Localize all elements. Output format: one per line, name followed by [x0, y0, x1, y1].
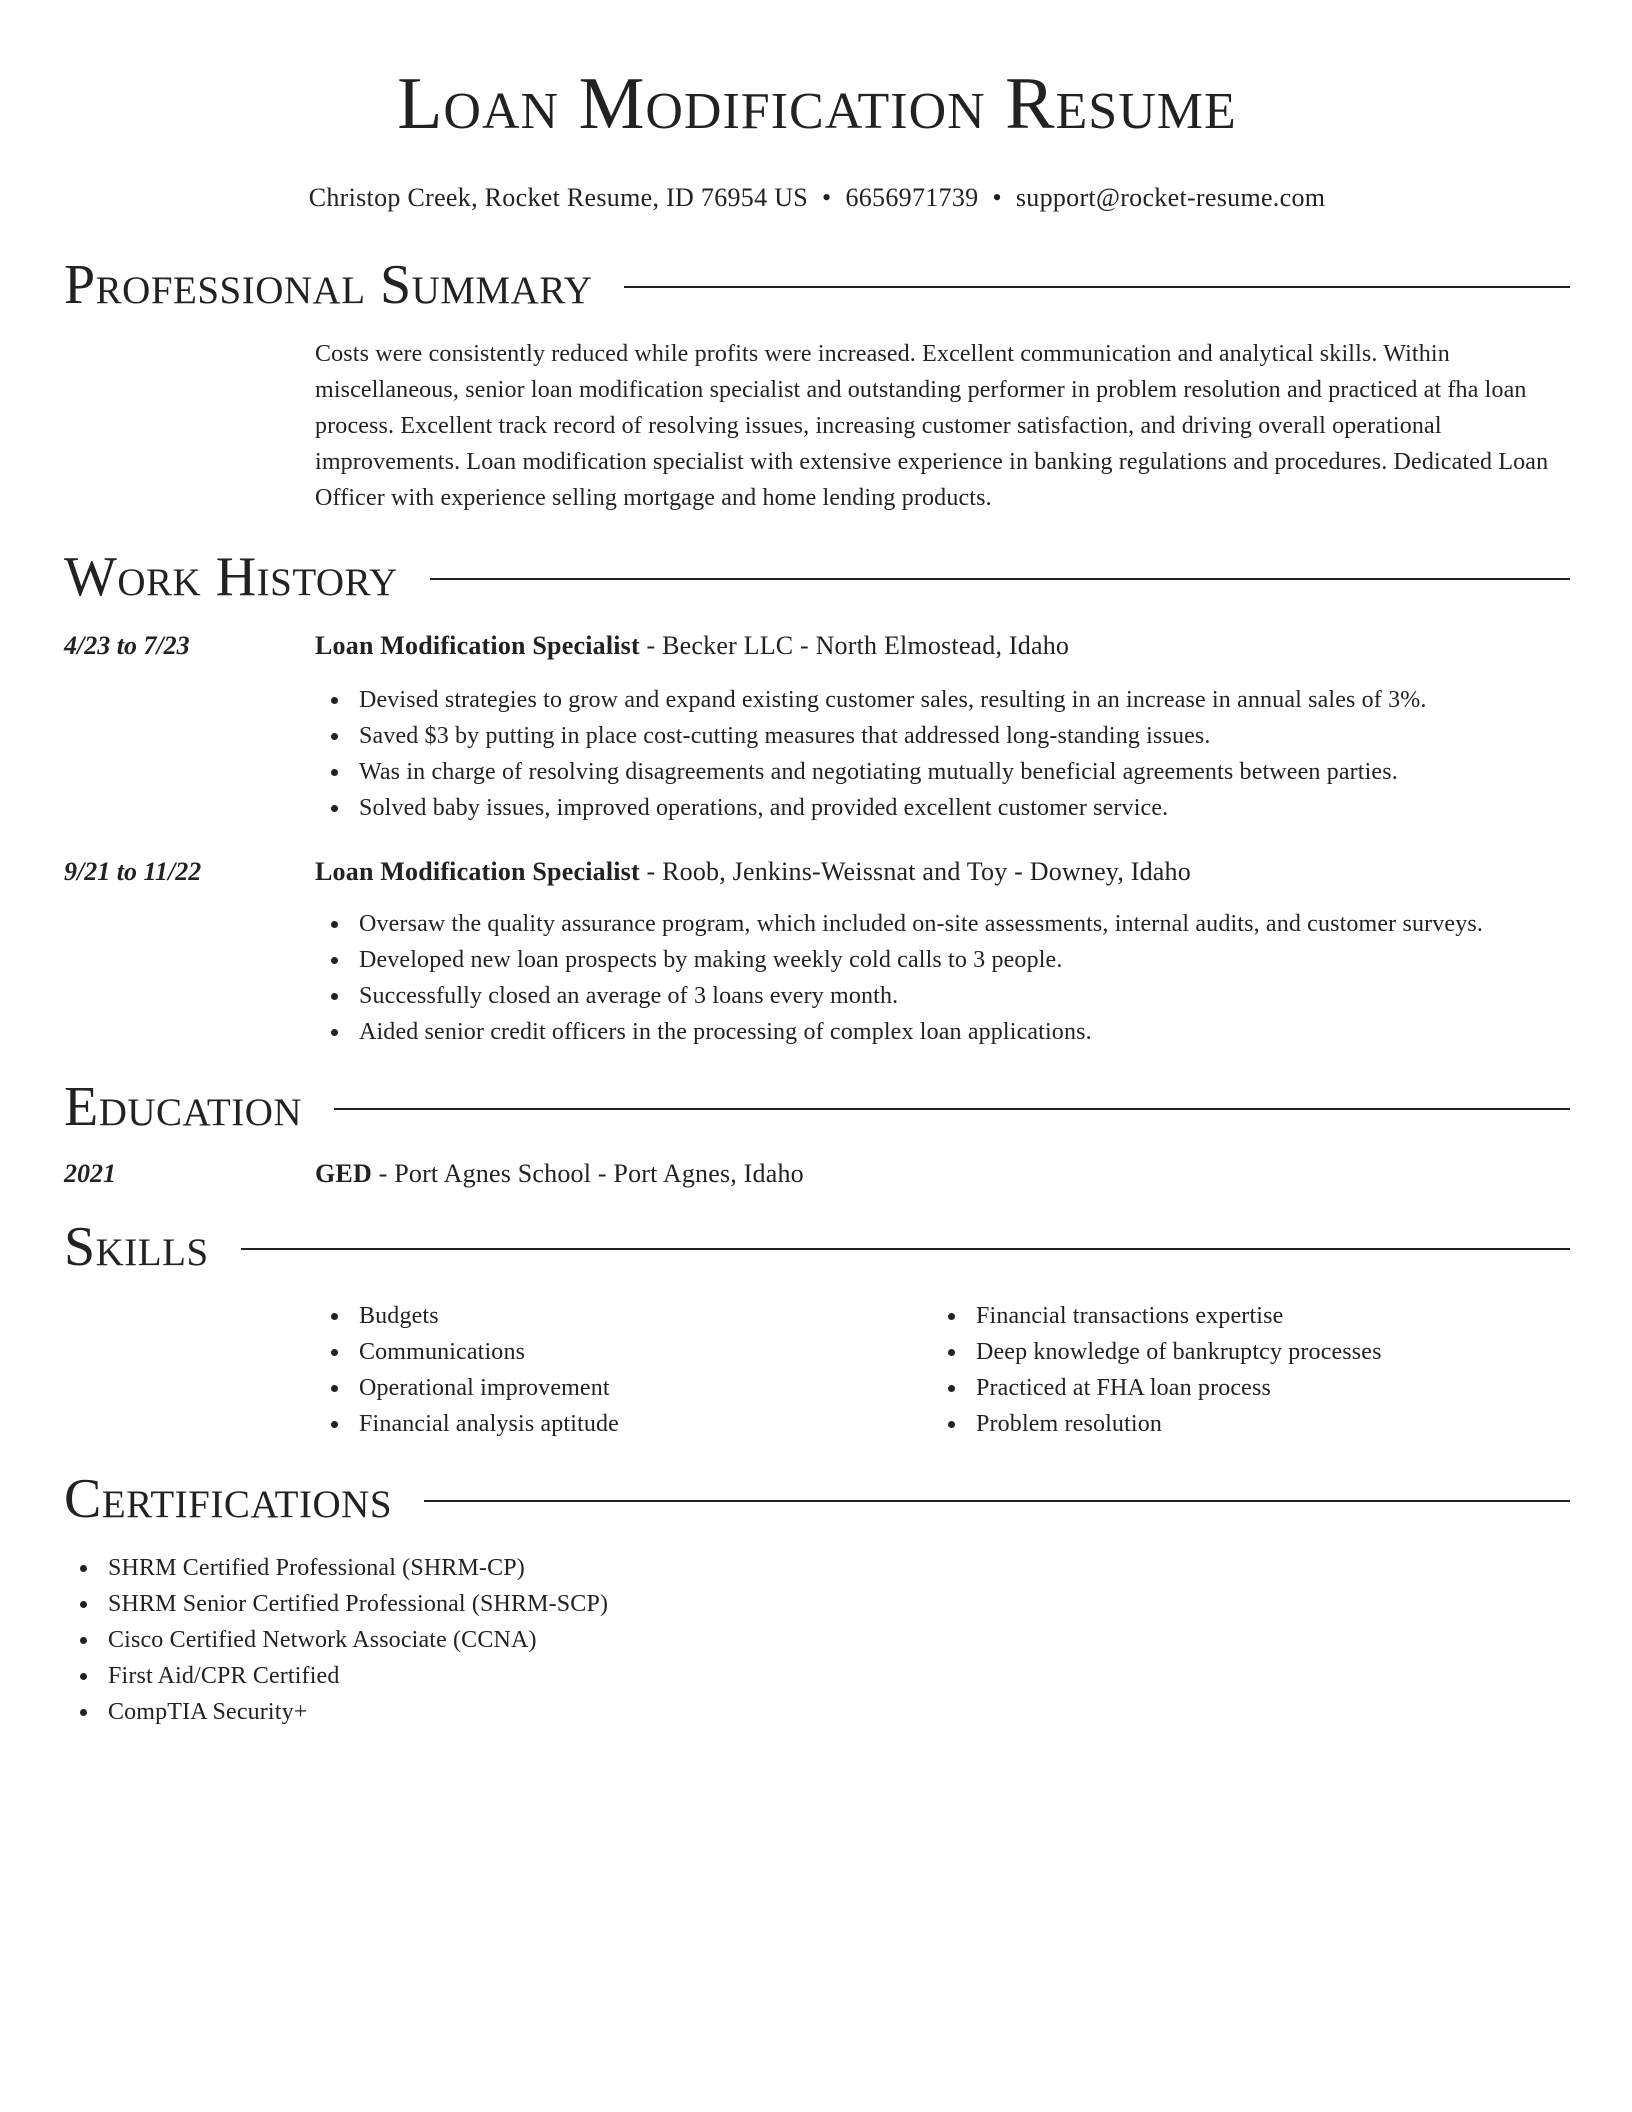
- section-header-certifications: [64, 1464, 1570, 1534]
- education-year: 2021: [64, 1159, 116, 1188]
- job-body: [315, 630, 1570, 826]
- job-bullet: Devised strategies to grow and expand existing customer sales, resulting in an increase in annual sales of 3%.: [315, 682, 1570, 718]
- contact-separator: •: [992, 183, 1002, 212]
- section-title-education: Education: [64, 1076, 303, 1138]
- job-bullet: Oversaw the quality assurance program, which included on-site assessments, internal audits, and customer surveys.: [315, 906, 1570, 942]
- job-bullet: Developed new loan prospects by making weekly cold calls to 3 people.: [315, 942, 1570, 978]
- section-header-summary: [64, 250, 1570, 320]
- education-degree: GED: [315, 1159, 372, 1188]
- section-title-certifications: Certifications: [64, 1468, 393, 1530]
- job-entry: [64, 856, 1570, 1050]
- skill-item: Budgets: [315, 1298, 932, 1334]
- contact-phone: 6656971739: [845, 183, 979, 212]
- job-entry: [64, 630, 1570, 826]
- job-body: [315, 856, 1570, 1050]
- skill-item: Practiced at FHA loan process: [932, 1370, 1549, 1406]
- skill-item: Financial analysis aptitude: [315, 1406, 932, 1442]
- contact-line: [64, 182, 1570, 214]
- section-header-work: [64, 542, 1570, 612]
- section-divider: [334, 1108, 1570, 1110]
- section-divider: [241, 1248, 1570, 1250]
- section-title-summary: Professional Summary: [64, 254, 593, 316]
- certification-item: CompTIA Security+: [64, 1694, 1570, 1730]
- skill-item: Operational improvement: [315, 1370, 932, 1406]
- section-title-work: Work History: [64, 546, 398, 608]
- section-header-education: [64, 1072, 1570, 1142]
- job-bullets: [315, 906, 1570, 1050]
- resume-page: [64, 0, 1570, 1730]
- skill-item: Deep knowledge of bankruptcy processes: [932, 1334, 1549, 1370]
- skill-item: Financial transactions expertise: [932, 1298, 1549, 1334]
- job-details: - Becker LLC - North Elmostead, Idaho: [639, 631, 1070, 660]
- job-heading: [315, 630, 1570, 662]
- skill-item: Communications: [315, 1334, 932, 1370]
- job-dates: 9/21 to 11/22: [64, 857, 202, 886]
- contact-address: Christop Creek, Rocket Resume, ID 76954 US: [308, 183, 809, 212]
- skills-list: [315, 1298, 1570, 1442]
- certification-item: First Aid/CPR Certified: [64, 1658, 1570, 1694]
- section-header-skills: [64, 1212, 1570, 1282]
- contact-separator: •: [822, 183, 832, 212]
- education-entry: [64, 1158, 1570, 1190]
- section-divider: [424, 1500, 1570, 1502]
- job-bullets: [315, 682, 1570, 826]
- contact-email[interactable]: support@rocket-resume.com: [1015, 183, 1326, 212]
- job-bullet: Solved baby issues, improved operations, and provided excellent customer service.: [315, 790, 1570, 826]
- section-divider: [624, 286, 1570, 288]
- job-dates: 4/23 to 7/23: [64, 631, 190, 660]
- education-heading: [315, 1158, 1570, 1190]
- section-title-skills: Skills: [64, 1216, 209, 1278]
- certification-item: Cisco Certified Network Associate (CCNA): [64, 1622, 1570, 1658]
- resume-title: Loan Modification Resume: [397, 63, 1237, 145]
- job-bullet: Aided senior credit officers in the processing of complex loan applications.: [315, 1014, 1570, 1050]
- job-title: Loan Modification Specialist: [315, 631, 640, 660]
- skill-item: Problem resolution: [932, 1406, 1549, 1442]
- job-bullet: Was in charge of resolving disagreements and negotiating mutually beneficial agreements between parties.: [315, 754, 1570, 790]
- skills-column-right: [932, 1298, 1549, 1442]
- skills-column-left: [315, 1298, 932, 1442]
- education-body: [315, 1158, 1570, 1190]
- job-bullet: Saved $3 by putting in place cost-cutting measures that addressed long-standing issues.: [315, 718, 1570, 754]
- job-heading: [315, 856, 1570, 888]
- certification-item: SHRM Senior Certified Professional (SHRM-SCP): [64, 1586, 1570, 1622]
- section-divider: [430, 578, 1570, 580]
- job-title: Loan Modification Specialist: [315, 857, 640, 886]
- certification-item: SHRM Certified Professional (SHRM-CP): [64, 1550, 1570, 1586]
- summary-text: Costs were consistently reduced while profits were increased. Excellent communication and analytical skills. Within miscellaneous, senior loan modification specialist and outstanding performer in problem resolution and practiced at fha loan process. Excellent track record of resolving issues, increasing customer satisfaction, and driving overall operational improvements. Loan modification specialist with extensive experience in banking regulations and procedures. Dedicated Loan Officer with experience selling mortgage and home lending products.: [315, 341, 1549, 511]
- job-details: - Roob, Jenkins-Weissnat and Toy - Downey, Idaho: [639, 857, 1191, 886]
- education-details: - Port Agnes School - Port Agnes, Idaho: [371, 1159, 804, 1188]
- certifications-list: [64, 1550, 1570, 1730]
- job-bullet: Successfully closed an average of 3 loans every month.: [315, 978, 1570, 1014]
